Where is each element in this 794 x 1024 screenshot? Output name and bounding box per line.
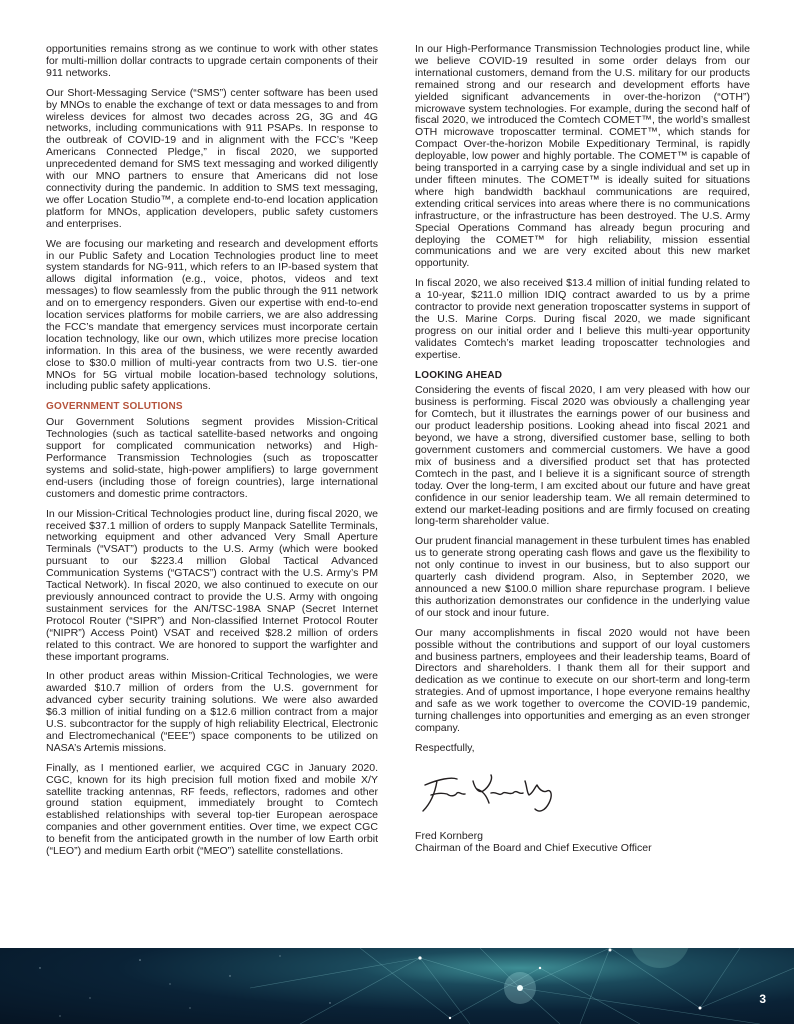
paragraph: Finally, as I mentioned earlier, we acquired CGC in January 2020. CGC, known for its high precision full motion fixed and mobile X/Y satellite tracking antennas, RF feeds, reflectors, radomes and other ground station equipment, immediately brought to Comtech established relationships with several top-tier European aerospace companies and other government entities. Over time, we expect CGC to benefit from the anticipated growth in the number of low Earth orbit (“LEO”) and medium Earth orbit (“MEO”) satellite constellations.: [46, 761, 378, 858]
paragraph: In other product areas within Mission-Critical Technologies, we were awarded $10.7 million of orders from the U.S. government for advanced cyber security training solutions. We were also awarded $6.3 million of initial funding on a $12.6 million contract from a major U.S. subcontractor for the supply of high reliability Electrical, Electronic and Electromechanical (“EEE”) space components to be utilized on NASA’s Artemis missions.: [46, 670, 378, 754]
paragraph: In our High-Performance Transmission Technologies product line, while we believe COVID-19 resulted in some order delays from our international customers, demand from the U.S. military for our products remained strong and our research and development efforts have yielded significant advancements in over-the-horizon (“OTH”) microwave system technologies. For example, during the second half of fiscal 2020, we introduced the Comtech COMET™, the world’s smallest OTH microwave troposcatter terminal. COMET™, which stands for Compact Over-the-horizon Mobile Expeditionary Terminal, is rapidly deployable, low power and highly portable. The COMET™ is capable of being transported in a carrying case by a single individual and set up in under fifteen minutes. The COMET™ is ideally suited for situations where high bandwidth backhaul communications are required, extending critical services into areas where there is no communications infrastructure, or the infrastructure has been destroyed. The U.S. Army Special Operations Command has already begun procuring and deploying the COMET™ for high reliability, mission essential communications and we are very excited about this new market opportunity.: [415, 43, 750, 270]
paragraph: In fiscal 2020, we also received $13.4 million of initial funding related to a 10-year, $211.0 million IDIQ contract awarded to us by a prime contractor to provide next generation troposcatter systems in support of the U.S. Marine Corps. During fiscal 2020, we made significant progress on our initial order and I believe this multi-year opportunity validates Comtech’s market leading troposcatter technologies and expertise.: [415, 277, 750, 361]
signer-name: Fred Kornberg: [415, 829, 484, 842]
paragraph: We are focusing our marketing and research and development efforts in our Public Safety and Location Technologies product line to meet system standards for NG-911, which refers to an IP-based system that allows digital information (e.g., voice, photos, videos and text messages) to flow seamlessly from the public through the 911 network and on to emergency responders. Given our expertise with end-to-end location services platforms for mobile carriers, we are also addressing the FCC’s mandate that emergency services must incorporate certain location technology, like our own, which utilizes more precise location information. In this area of the business, we were recently awarded close to $30.0 million of multi-year contracts from two U.S. tier-one MNOs for 5G virtual mobile location-based technology solutions, including public safety applications.: [46, 237, 378, 393]
paragraph: Our many accomplishments in fiscal 2020 would not have been possible without the contributions and support of our loyal customers and business partners, employees and their leadership teams, Board of Directors and shareholders. I thank them all for their support and dedication as we continue to execute on our short-term and long-term strategies. And of upmost importance, I hope everyone remains healthy and safe as we work together to overcome the COVID-19 pandemic, turning challenges into opportunities and emerging as an even stronger company.: [415, 626, 750, 734]
section-heading-looking-ahead: LOOKING AHEAD: [415, 369, 503, 381]
signature-image: [417, 763, 750, 821]
signer-title: Chairman of the Board and Chief Executive Officer: [415, 841, 652, 854]
paragraph: opportunities remains strong as we continue to work with other states for multi-million dollar contracts to upgrade certain components of their 911 networks.: [46, 43, 378, 79]
page-number: 3: [759, 992, 766, 1006]
signer-block: [415, 831, 750, 855]
left-column: [46, 44, 378, 866]
section-heading-government-solutions: GOVERNMENT SOLUTIONS: [46, 401, 183, 413]
closing-salutation: Respectfully,: [415, 741, 475, 754]
network-graphic: [0, 948, 794, 1024]
paragraph: Considering the events of fiscal 2020, I am very pleased with how our business is performing. Fiscal 2020 was obviously a challenging year for Comtech, but it illustrates the earnings power of our business and our product leadership positions. Looking ahead into fiscal 2021 and beyond, we have a strong, diversified customer base, selling to both government customers and commercial customers. We have a good mix of business and a diversified product set that has protected Comtech in the past, and I believe it is a significant source of strength today. Over the long-term, I am excited about our future and have great confidence in our senior leadership team. We all remain determined to extend our market-leading positions and are firmly focused on creating long-term shareholder value.: [415, 384, 750, 528]
footer-banner: [0, 948, 794, 1024]
right-column: [415, 44, 750, 855]
paragraph: In our Mission-Critical Technologies product line, during fiscal 2020, we received $37.1 million of orders to supply Manpack Satellite Terminals, networking equipment and other advanced Very Small Aperture Terminals (“VSAT”) products to the U.S. Army (which were booked pursuant to our $223.4 million Global Tactical Advanced Communication Systems (“GTACS”) contract with the U.S. Army’s PM Tactical Network). In fiscal 2020, we also continued to execute on our previously announced contract to provide the U.S. Army with ongoing sustainment services for the AN/TSC-198A SNAP (Secret Internet Protocol Router (“SIPR”) and Non-classified Internet Protocol Router (“NIPR”) Access Point) VSAT and received $28.2 million of orders related to this contract. We are honored to support the warfighter and these important programs.: [46, 507, 378, 663]
paragraph: Our Short-Messaging Service (“SMS”) center software has been used by MNOs to enable the exchange of text or data messages to and from wireless devices for almost two decades across 2G, 3G and 4G networks, including communications with 911 PSAPs. In response to the outbreak of COVID-19 and in alignment with the FCC’s “Keep Americans Connected Pledge,” in fiscal 2020, we supported unprecedented demand for SMS text messaging and worked diligently with our MNO partners to ensure that Americans did not lose connectivity during the pandemic. In addition to SMS text messaging, we offer Location Studio™, a complete end-to-end location application platform for MNOs, application developers, public safety customers and enterprises.: [46, 86, 378, 230]
paragraph: Our Government Solutions segment provides Mission-Critical Technologies (such as tactical satellite-based networks and ongoing support for complicated communication networks) and High-Performance Transmission Technologies (such as troposcatter systems and solid-state, high-power amplifiers) to large government end-users (including those of foreign countries), large international customers and domestic prime contractors.: [46, 416, 378, 500]
paragraph: Our prudent financial management in these turbulent times has enabled us to generate strong operating cash flows and gave us the flexibility to not only continue to invest in our business, but to also support our quarterly cash dividend program. Also, in September 2020, we announced a new $100.0 million share repurchase program. I believe this authorization demonstrates our confidence in the underlying value of our stock and inour future.: [415, 535, 750, 619]
